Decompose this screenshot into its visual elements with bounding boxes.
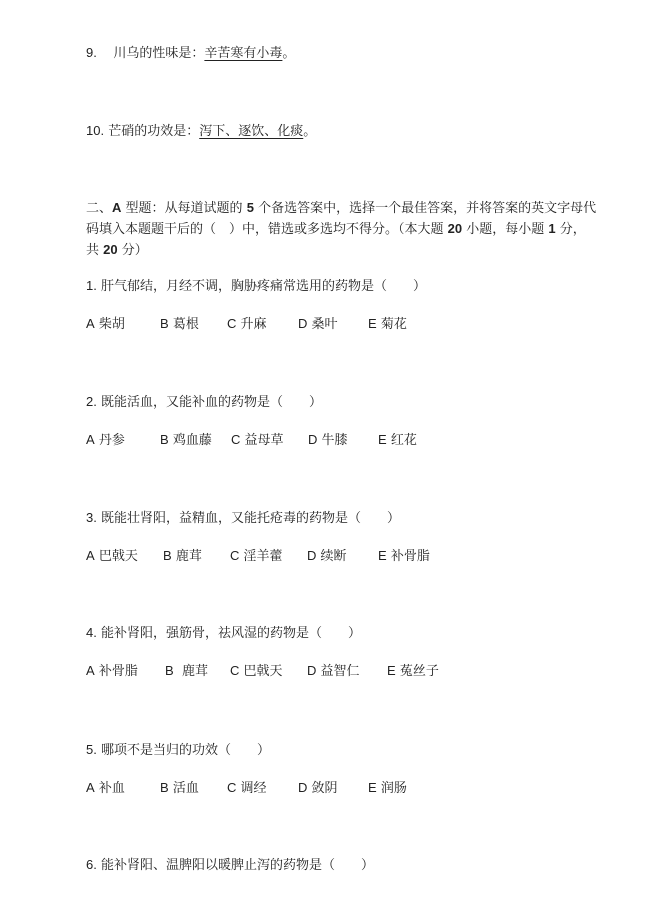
question-number: 3. (86, 510, 97, 525)
answer-text: 辛苦寒有小毒 (204, 46, 283, 61)
question-number: 2. (86, 394, 97, 409)
fill-item-10 (86, 122, 316, 141)
question-3-stem (86, 509, 400, 528)
option-c[interactable]: C 调经 (227, 780, 267, 796)
option-e[interactable]: E 菟丝子 (387, 663, 439, 679)
instruction-text: 分， (559, 222, 586, 237)
instruction-count: 1 (548, 221, 556, 236)
question-stem: 肝气郁结，月经不调，胸胁疼痛常选用的药物是（ ） (100, 279, 426, 294)
question-5-stem (86, 741, 270, 760)
sentence-end: 。 (282, 46, 296, 61)
instruction-text: 共 (86, 243, 100, 258)
option-e[interactable]: E 菊花 (368, 316, 407, 332)
option-d[interactable]: D 牛膝 (308, 432, 348, 448)
option-e[interactable]: E 润肠 (368, 780, 407, 796)
question-6-stem (86, 856, 374, 875)
instruction-count: 20 (447, 221, 463, 236)
answer-text: 泻下、逐饮、化痰 (199, 124, 304, 139)
question-4-stem (86, 624, 361, 643)
section-instructions-line-3 (86, 241, 148, 260)
question-number: 6. (86, 857, 97, 872)
instruction-text: 型题：从每道试题的 (125, 201, 243, 216)
option-c[interactable]: C 升麻 (227, 316, 267, 332)
section-instructions-line-2 (86, 220, 586, 239)
instruction-text: 分） (121, 243, 148, 258)
option-d[interactable]: D 敛阴 (298, 780, 338, 796)
question-2-stem (86, 393, 322, 412)
question-number: 5. (86, 742, 97, 757)
option-a[interactable]: A 补骨脂 (86, 663, 138, 679)
question-stem: 芒硝的功效是： (108, 124, 200, 139)
option-a[interactable]: A 巴戟天 (86, 548, 138, 564)
question-1-stem (86, 277, 426, 296)
option-b[interactable]: B 葛根 (160, 316, 199, 332)
option-d[interactable]: D 益智仁 (307, 663, 360, 679)
option-b[interactable]: B 鹿茸 (163, 548, 202, 564)
option-d[interactable]: D 桑叶 (298, 316, 338, 332)
question-number: 4. (86, 625, 97, 640)
question-stem: 能补肾阳，强筋骨，祛风湿的药物是（ ） (100, 626, 361, 641)
option-c[interactable]: C 巴戟天 (230, 663, 283, 679)
instruction-count: 5 (246, 200, 254, 215)
question-stem: 既能活血，又能补血的药物是（ ） (100, 395, 322, 410)
question-number: 9. (86, 45, 97, 60)
section-number: 二、 (86, 201, 113, 216)
section-instructions-line-1 (86, 199, 596, 218)
question-number: 10. (86, 123, 105, 138)
option-c[interactable]: C 淫羊藿 (230, 548, 283, 564)
option-b[interactable]: B 鸡血藤 (160, 432, 212, 448)
instruction-text: 个备选答案中，选择一个最佳答案，并将答案的英文字母代 (258, 201, 597, 216)
option-a[interactable]: A 柴胡 (86, 316, 125, 332)
section-type: A (112, 200, 122, 215)
instruction-text: 小题，每小题 (466, 222, 545, 237)
question-stem: 川乌的性味是： (113, 46, 205, 61)
option-b[interactable]: B 鹿茸 (165, 663, 208, 679)
instruction-text: 码填入本题题干后的（ ）中，错选或多选均不得分。（本大题 (86, 222, 444, 237)
option-e[interactable]: E 补骨脂 (378, 548, 430, 564)
instruction-count: 20 (103, 242, 118, 257)
option-e[interactable]: E 红花 (378, 432, 417, 448)
sentence-end: 。 (303, 124, 317, 139)
option-a[interactable]: A 补血 (86, 780, 125, 796)
question-stem: 能补肾阳、温脾阳以暖脾止泻的药物是（ ） (100, 858, 374, 873)
question-stem: 哪项不是当归的功效（ ） (100, 743, 270, 758)
question-stem: 既能壮肾阳，益精血，又能托疮毒的药物是（ ） (100, 511, 400, 526)
option-d[interactable]: D 续断 (307, 548, 347, 564)
option-c[interactable]: C 益母草 (231, 432, 284, 448)
option-b[interactable]: B 活血 (160, 780, 199, 796)
question-number: 1. (86, 278, 97, 293)
fill-item-9 (86, 44, 295, 63)
option-a[interactable]: A 丹参 (86, 432, 125, 448)
